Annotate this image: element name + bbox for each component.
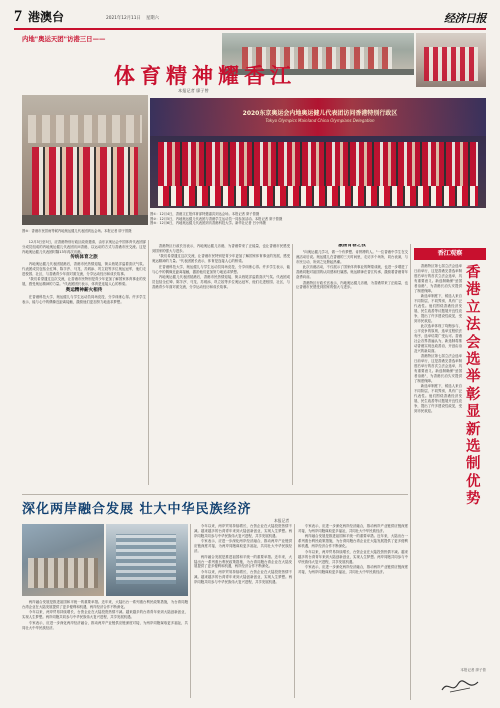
feature-kicker: 内地"奥运天团"访港三日—— [22, 35, 106, 43]
article-paragraph: 两岸融合发展是推进祖国和平统一的重要举措。近年来，大陆出台一系列惠台利民政策措施，为台湾同胞台湾企业在大陆发展提供了更多便利和机遇，两岸经济合作不断深化。 [194, 554, 292, 569]
article-paragraph: "我们希望通过这次交流，让香港市民特别是青少年更加了解国家体育事业的发展，感受奥运精神的力量。"代表团团长表示，体育是连接人心的桥梁。 [22, 277, 146, 287]
article-paragraph: "我们希望通过这次交流，让香港市民特别是青少年更加了解国家体育事业的发展，感受奥运精神的力量。"代表团团长表示，体育是连接人心的桥梁。 [152, 254, 290, 264]
article-subhead-2: 奥运精神薪火相传 [65, 287, 103, 293]
masthead-logo: 经济日报 [444, 12, 486, 25]
article-paragraph: 今年以来，两岸贸易持续增长，台资企业在大陆投资热情不减。越来越多的台湾青年来到大陆创新创业，实现人生梦想。两岸同胞共同参与中华民族伟大复兴进程，共享发展机遇。 [194, 569, 292, 584]
article-lead: 12月3日至5日，应香港特别行政区政府邀请，由东京奥运会中国体育代表团部分成员组成的内地奥运健儿代表团访问香港，以运动的方式与香港市民交流。这是内地奥运健儿代表团时隔13年再次访港。 [22, 240, 146, 254]
bottom-article-col-1 [22, 600, 188, 698]
caption-2: 图②：12月5日，内地奥运健儿代表团与香港学生运动员一同参加活动。本报记者 廖子曾摄 [150, 216, 283, 221]
article-paragraph: 内地奥运健儿代表团抵港后，香港市民热情迎接，街头巷尾洋溢着喜庆气氛。代表团成员包括全红婵、陈芋汐、马龙、苏炳添、巩立姣等多位奥运冠军，他们走进校园、社区，与香港青少年面对面交流，分享运动经历和成长故事。 [152, 275, 290, 290]
article-paragraph: 今年以来，两岸贸易持续增长，台资企业在大陆投资热情不减。越来越多的台湾青年来到大陆创新创业，实现人生梦想。两岸同胞共同参与中华民族伟大复兴进程，共享发展机遇。 [298, 549, 408, 564]
top-far-right-photo [416, 33, 486, 87]
banner-subtext: Tokyo Olympics Mainland China Olympians Delegation [265, 118, 375, 123]
column-paragraph: 香港特区第七届立法会选举日前举行，这是香港完善选举制度后举行的首次立法会选举，具有重要意义。新选制确保"爱国者治港"，为香港长治久安提供了制度保障。 [414, 264, 462, 293]
column-paragraph: 此次选举体现了均衡参与、公平竞争的原则，选举过程依法有序，选举结果广受认可。香港社会各界普遍认为，新选制将推动香港实现良政善治，开创由治及兴的新局面。 [414, 324, 462, 353]
article-paragraph: 在香港科技大学，奥运健儿与学生运动员同场竞技，分享训练心得。许多学生表示，能与心中的偶像近距离接触，激励他们更加努力地追求梦想。 [22, 294, 146, 304]
main-headline: 体育精神耀香江 [114, 63, 296, 88]
photo-captions [150, 212, 486, 242]
byline: 本报记者 廖子曾 [178, 88, 209, 93]
banner-text: 2020东京奥运会内地奥运健儿代表团访问香港特别行政区 [242, 110, 398, 117]
article-paragraph: 专家表示，应进一步深化两岸经济融合，推动两岸产业链供应链深度对接，为两岸同胞谋取更多福祉，共同壮大中华民族经济。 [22, 620, 188, 630]
bottom-article-col-2 [194, 524, 292, 698]
bottom-headline: 深化两岸融合发展 壮大中华民族经济 [22, 502, 252, 517]
article-paragraph: "向奥运健儿学习，做一个有梦想、肯拼搏的人。"一位香港中学生在交流活动后说。奥运健儿在香港的三天时间里，走访多个场所，同台表演，与市民互动，所到之处掀起热潮。 [296, 249, 408, 264]
column-paragraph: 新选举制度下，候选人来自不同阶层、不同界别，具有广泛代表性。他们围绕香港经济发展、民生改善等议题展开良性竞争，提出了许多建设性政见，受到市民欢迎。 [414, 384, 462, 413]
column-paragraph: 香港特区第七届立法会选举日前举行，这是香港完善选举制度后举行的首次立法会选举，具有重要意义。新选制确保"爱国者治港"，为香港长治久安提供了制度保障。 [414, 354, 462, 383]
signature-mark [440, 676, 480, 696]
main-article-center-col [152, 244, 290, 485]
article-paragraph: 专家表示，应进一步深化两岸经济融合，推动两岸产业链供应链深度对接，为两岸同胞谋取更多福祉，共同壮大中华民族经济。 [298, 524, 408, 533]
header-rule [14, 28, 486, 30]
article-paragraph: 专家表示，应进一步深化两岸经济融合，推动两岸产业链供应链深度对接，为两岸同胞谋取更多福祉，共同壮大中华民族经济。 [298, 565, 408, 574]
article-paragraph: 香港特区行政长官表示，内地奥运健儿访港，为香港带来了正能量，也让香港市民感受到国家的强大与进步。 [296, 280, 408, 290]
article-paragraph: 此次访港活动，不仅展示了国家体育事业的辉煌成就，也进一步增进了香港同胞对祖国的认同感和归属感。奥运精神在香江传承，激励着香港青年奋勇向前。 [296, 265, 408, 280]
center-large-photo [150, 98, 486, 208]
right-column-author: 本报记者 廖子曾 [460, 668, 486, 672]
article-paragraph: 内地奥运健儿代表团抵港后，香港市民热情迎接，街头巷尾洋溢着喜庆气氛。代表团成员包括全红婵、陈芋汐、马龙、苏炳添、巩立姣等多位奥运冠军，他们走进校园、社区，与香港青少年面对面交流，分享运动经历和成长故事。 [22, 262, 146, 276]
right-column-headline: 香港立法会选举彰显新选制优势 [466, 264, 481, 508]
column-paragraph: 新选举制度下，候选人来自不同阶层、不同界别，具有广泛代表性。他们围绕香港经济发展、民生改善等议题展开良性竞争，提出了许多建设性政见，受到市民欢迎。 [414, 294, 462, 323]
article-paragraph: 两岸融合发展是推进祖国和平统一的重要举措。近年来，大陆出台一系列惠台利民政策措施，为台湾同胞台湾企业在大陆发展提供了更多便利和机遇，两岸经济合作不断深化。 [298, 534, 408, 549]
caption-3: 图③：12月6日，内地奥运健儿代表团到访香港科技大学。新华社记者 吕小炜摄 [150, 221, 266, 226]
article-paragraph: 两岸融合发展是推进祖国和平统一的重要举措。近年来，大陆出台一系列惠台利民政策措施，为台湾同胞台湾企业在大陆发展提供了更多便利和机遇，两岸经济合作不断深化。 [22, 600, 188, 609]
left-large-photo [22, 95, 148, 225]
article-subhead-3: 激荡青春之我 [338, 244, 366, 248]
issue-weekday: 星期六 [146, 16, 159, 21]
right-column-body [414, 264, 462, 662]
article-paragraph: 专家表示，应进一步深化两岸经济融合，推动两岸产业链供应链深度对接，为两岸同胞谋取更多福祉，共同壮大中华民族经济。 [194, 539, 292, 554]
bottom-article-col-3 [298, 524, 408, 698]
article-paragraph: 今年以来，两岸贸易持续增长，台资企业在大陆投资热情不减。越来越多的台湾青年来到大陆创新创业，实现人生梦想。两岸同胞共同参与中华民族伟大复兴进程，共享发展机遇。 [22, 610, 188, 620]
issue-date: 2021年12月11日 [106, 16, 141, 21]
page-number: 7 [14, 8, 22, 25]
article-paragraph: 今年以来，两岸贸易持续增长，台资企业在大陆投资热情不减。越来越多的台湾青年来到大陆创新创业，实现人生梦想。两岸同胞共同参与中华民族伟大复兴进程，共享发展机遇。 [194, 524, 292, 538]
signature-icon [440, 676, 480, 696]
left-caption: 图③：香港市民冒雨等候内地奥运健儿代表团到达会场。本报记者 廖子曾摄 [22, 229, 132, 233]
caption-1: 图①：12月4日，香港文汇报体育部特邀嘉宾到达会场。本报记者 廖子曾摄 [150, 212, 260, 216]
section-title: 港澳台 [28, 10, 65, 24]
article-subhead-1: 传统体育之旅 [70, 255, 98, 261]
main-article-right-col [296, 244, 408, 485]
article-paragraph: 在香港科技大学，奥运健儿与学生运动员同场竞技，分享训练心得。许多学生表示，能与心中的偶像近距离接触，激励他们更加努力地追求梦想。 [152, 264, 290, 274]
page-header [14, 8, 486, 28]
right-column-tag: 香江观察 [414, 248, 486, 260]
bottom-photo-2 [106, 524, 188, 596]
bottom-byline: 本报记者 [274, 518, 290, 523]
bottom-photo-1 [22, 524, 104, 596]
article-paragraph: 香港特区行政长官表示，内地奥运健儿访港，为香港带来了正能量，也让香港市民感受到国家的强大与进步。 [152, 244, 290, 253]
main-article-left-col [22, 240, 146, 485]
